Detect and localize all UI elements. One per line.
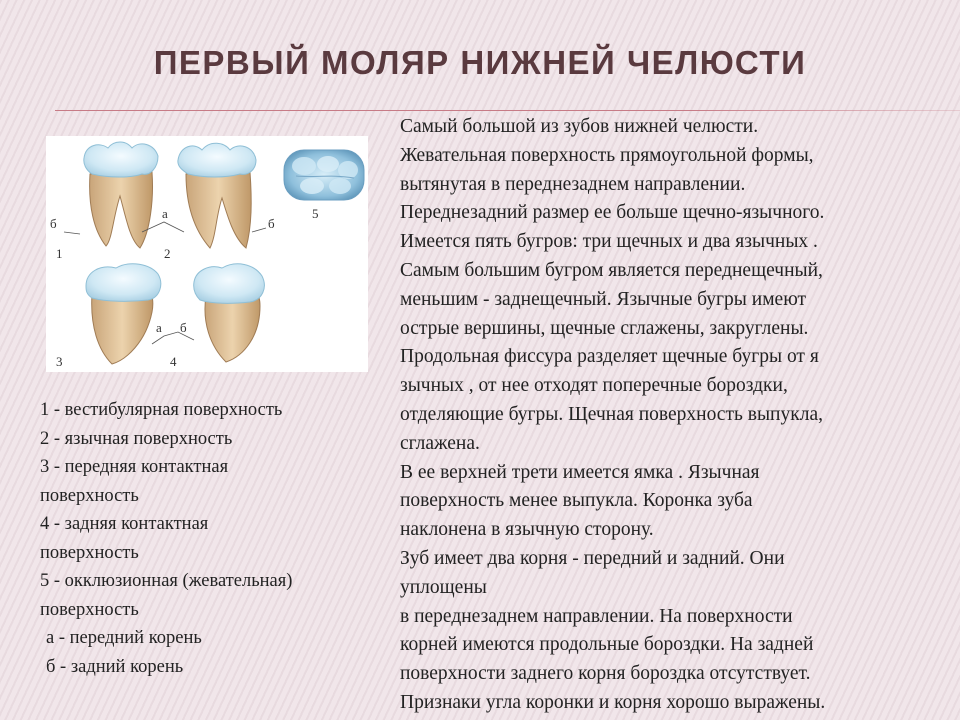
legend-item-4: 4 - задняя контактная (40, 514, 209, 534)
description-line: в переднезаднем направлении. На поверхности (400, 605, 793, 627)
description-line: Жевательная поверхность прямоугольной формы, (400, 144, 814, 166)
description-line: зычных , от нее отходят поперечные бороздки, (400, 375, 788, 397)
legend-item-5-cont: поверхность (40, 599, 139, 620)
figure-label-5: 5 (312, 206, 319, 221)
molar-illustration (46, 136, 368, 372)
description-line: корней имеются продольные бороздки. На задней (400, 634, 814, 656)
description-line: Переднезадний размер ее больше щечно-язычного. (400, 202, 825, 224)
figure-label-a-bottom: а (156, 320, 162, 335)
description-line: Зуб имеет два корня - передний и задний. Они (400, 547, 785, 569)
description-line: вытянутая в переднезаднем направлении. (400, 173, 746, 195)
legend-item-a: а - передний корень (46, 628, 202, 648)
legend-item-3-cont: поверхность (40, 485, 139, 506)
description-line: Продольная фиссура разделяет щечные бугры от я (400, 346, 819, 368)
tooth-2-lingual (178, 143, 256, 248)
description-line: наклонена в язычную сторону. (400, 519, 654, 541)
description-line: уплощены (400, 576, 487, 598)
description-line: В ее верхней трети имеется ямка . Язычная (400, 461, 760, 483)
description-text (400, 113, 940, 718)
figure-label-a-top: а (162, 206, 168, 221)
description-line: Имеется пять бугров: три щечных и два язычных . (400, 231, 818, 253)
figure-legend (40, 396, 385, 681)
tooth-5-occlusal (284, 150, 364, 200)
description-line: Самый большой из зубов нижней челюсти. (400, 116, 759, 137)
legend-item-2: 2 - язычная поверхность (40, 428, 233, 449)
legend-item-b: б - задний корень (46, 656, 184, 677)
figure-label-b-bottom: б (180, 320, 187, 335)
legend-item-4-cont: поверхность (40, 542, 139, 563)
tooth-1-vestibular (84, 142, 158, 248)
figure-label-1: 1 (56, 246, 63, 261)
figure-label-2: 2 (164, 246, 171, 261)
figure-label-b-right: б (268, 216, 275, 231)
description-line: Признаки угла коронки и корня хорошо выражены. (400, 691, 826, 713)
description-line: отделяющие бугры. Щечная поверхность выпукла, (400, 403, 823, 425)
tooth-4-posterior-contact (194, 264, 265, 362)
figure-label-4: 4 (170, 354, 177, 369)
description-line: Самым большим бугром является переднещечный, (400, 259, 823, 281)
description-line: острые вершины, щечные сглажены, закруглены. (400, 317, 809, 339)
description-line: меньшим - заднещечный. Язычные бугры имеют (400, 288, 807, 310)
description-line: поверхность менее выпукла. Коронка зуба (400, 490, 753, 512)
title-divider (55, 110, 960, 111)
figure-label-b-left: б (50, 216, 57, 231)
legend-item-5: 5 - окклюзионная (жевательная) (40, 571, 293, 591)
tooth-3-anterior-contact (86, 264, 161, 364)
slide-title: ПЕРВЫЙ МОЛЯР НИЖНЕЙ ЧЕЛЮСТИ (153, 44, 807, 81)
legend-item-1: 1 - вестибулярная поверхность (40, 400, 283, 420)
legend-item-3: 3 - передняя контактная (40, 457, 229, 477)
figure-label-3: 3 (56, 354, 63, 369)
description-line: поверхности заднего корня бороздка отсутствует. (400, 663, 811, 685)
description-line: сглажена. (400, 432, 480, 454)
